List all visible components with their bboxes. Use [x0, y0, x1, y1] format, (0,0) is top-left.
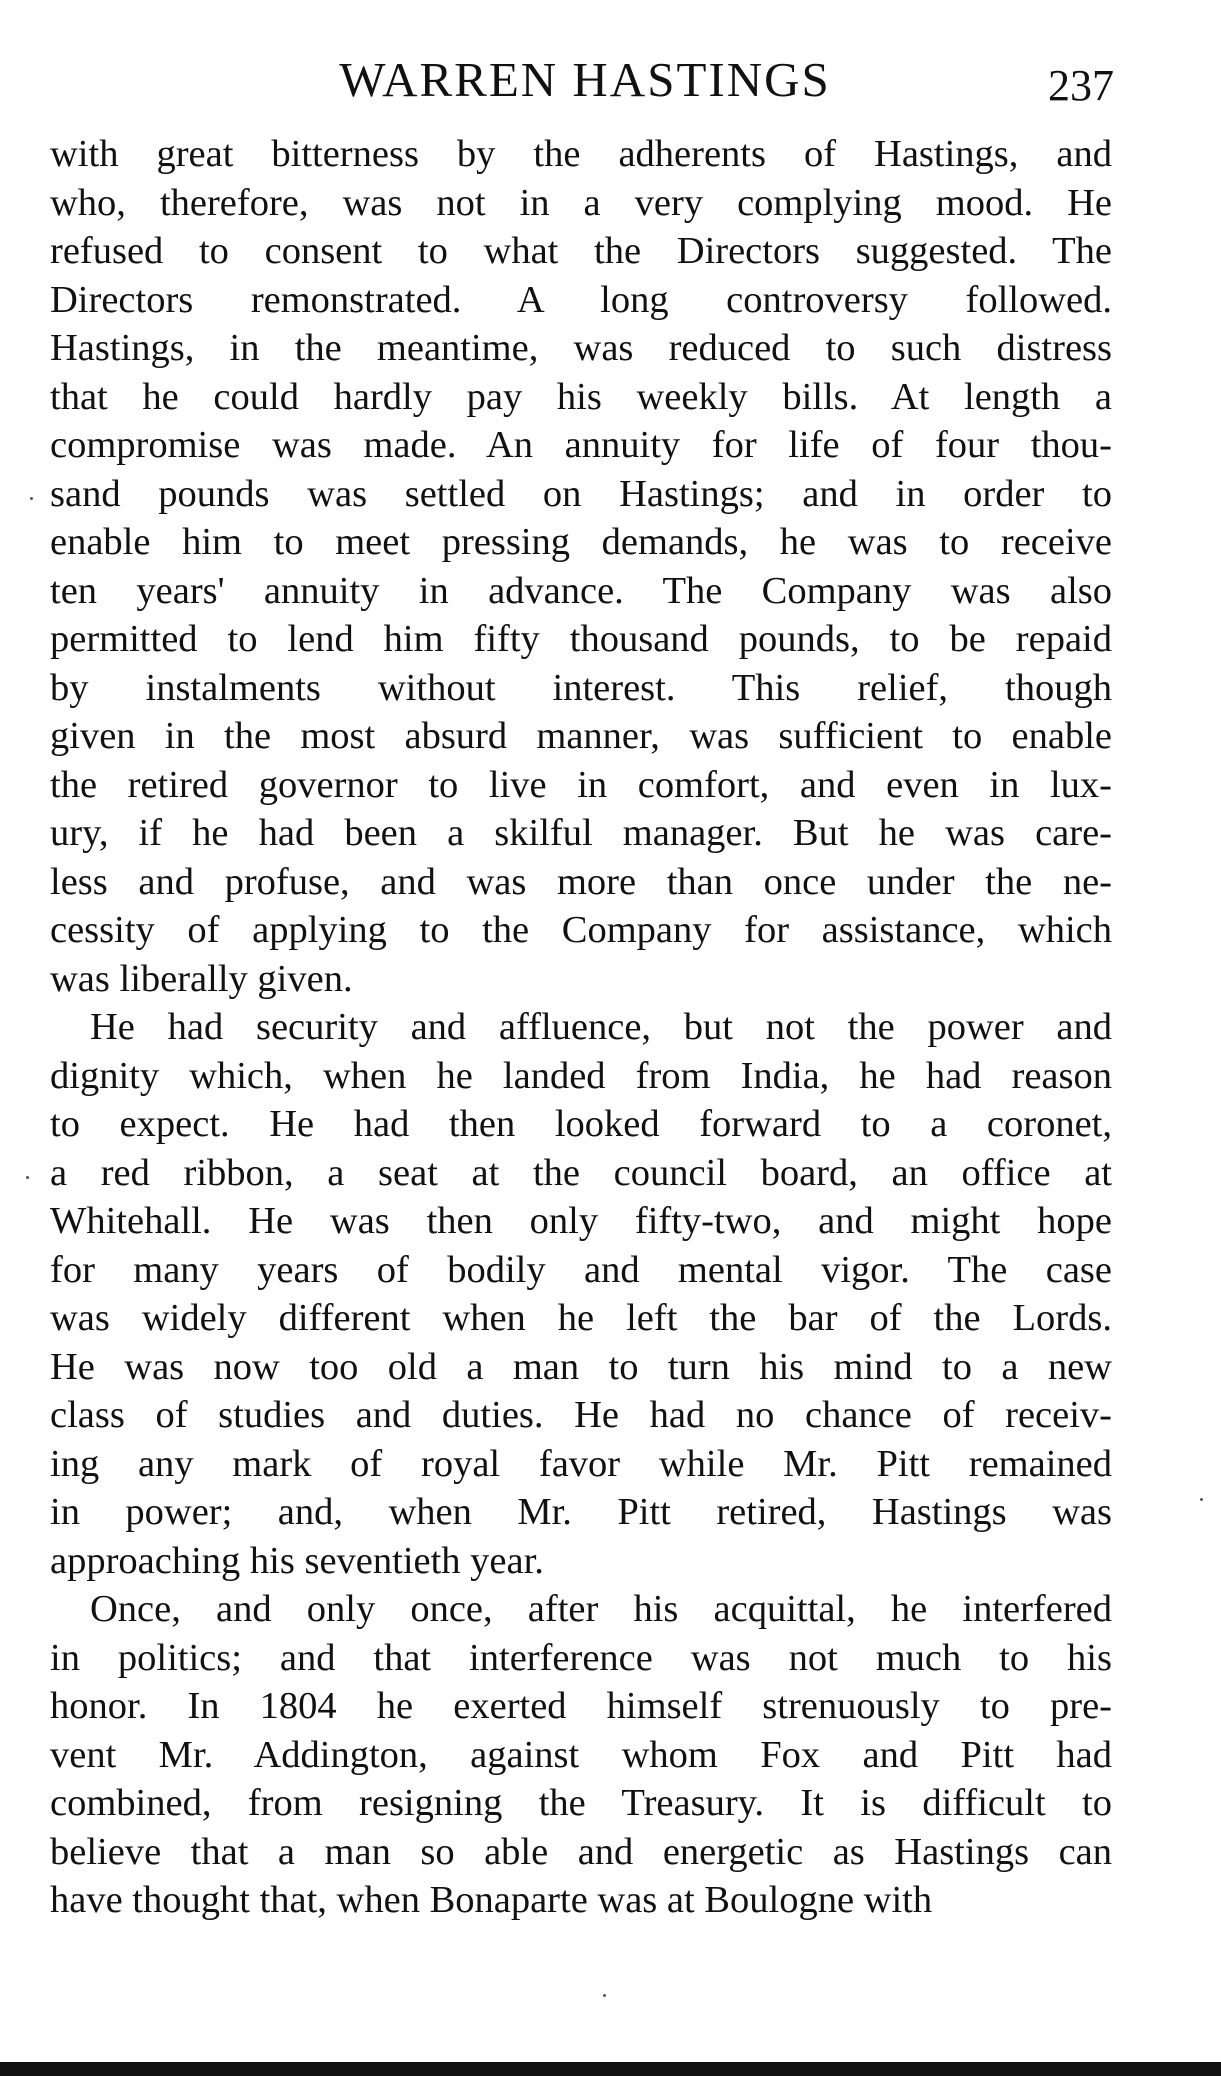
- text-line: He had security and affluence, but not the power and: [90, 1006, 1112, 1048]
- paper-speck: [26, 1176, 29, 1179]
- text-line: ing any mark of royal favor while Mr. Pitt remained: [50, 1442, 1112, 1485]
- text-line: refused to consent to what the Directors suggested. The: [50, 230, 1112, 272]
- running-title: WARREN HASTINGS: [339, 52, 831, 107]
- paragraph: [50, 130, 1112, 1003]
- text-line: Hastings, in the meantime, was reduced to such distress: [50, 327, 1112, 369]
- bottom-edge-rule: [0, 2062, 1221, 2076]
- text-line: combined, from resigning the Treasury. It is difficult to: [50, 1782, 1112, 1824]
- text-line: ury, if he had been a skilful manager. But he was care-: [50, 812, 1112, 854]
- text-line: cessity of applying to the Company for assistance, which: [50, 909, 1112, 951]
- text-line: who, therefore, was not in a very complying mood. He: [50, 181, 1112, 224]
- paper-speck: [603, 1994, 606, 1997]
- text-line: dignity which, when he landed from India, he had reason: [50, 1054, 1112, 1097]
- text-line: vent Mr. Addington, against whom Fox and Pitt had: [50, 1733, 1112, 1776]
- text-line: for many years of bodily and mental vigor. The case: [50, 1248, 1112, 1291]
- text-line: ten years' annuity in advance. The Company was also: [50, 569, 1112, 612]
- text-line: a red ribbon, a seat at the council board, an office at: [50, 1151, 1112, 1194]
- text-line: the retired governor to live in comfort, and even in lux-: [50, 763, 1112, 806]
- text-line: class of studies and duties. He had no chance of receiv-: [50, 1394, 1112, 1436]
- text-line: Once, and only once, after his acquittal, he interfered: [90, 1588, 1112, 1630]
- running-header: [50, 50, 1120, 110]
- paragraph: [50, 1003, 1112, 1585]
- text-line: approaching his seventieth year.: [50, 1539, 544, 1582]
- text-line: enable him to meet pressing demands, he was to receive: [50, 521, 1112, 563]
- body-text: [50, 130, 1112, 1925]
- paragraph-container: [50, 130, 1112, 1925]
- text-line: to expect. He had then looked forward to a coronet,: [50, 1103, 1112, 1145]
- text-line: compromise was made. An annuity for life of four thou-: [50, 424, 1112, 466]
- paper-speck: [30, 497, 33, 500]
- text-line: honor. In 1804 he exerted himself strenuously to pre-: [50, 1685, 1112, 1727]
- text-line: with great bitterness by the adherents of Hastings, and: [50, 133, 1112, 175]
- text-line: Directors remonstrated. A long controversy followed.: [50, 278, 1112, 321]
- text-line: in politics; and that interference was not much to his: [50, 1636, 1112, 1679]
- paper-speck: [1200, 1498, 1203, 1501]
- page-number: 237: [1048, 61, 1114, 110]
- text-line: sand pounds was settled on Hastings; and in order to: [50, 472, 1112, 515]
- text-line: less and profuse, and was more than once under the ne-: [50, 860, 1112, 903]
- text-line: in power; and, when Mr. Pitt retired, Hastings was: [50, 1491, 1112, 1533]
- text-line: believe that a man so able and energetic as Hastings can: [50, 1830, 1112, 1873]
- text-line: by instalments without interest. This relief, though: [50, 666, 1112, 709]
- text-line: He was now too old a man to turn his mind to a new: [50, 1345, 1112, 1388]
- text-line: Whitehall. He was then only fifty-two, and might hope: [50, 1200, 1112, 1242]
- text-line: was liberally given.: [50, 957, 353, 1000]
- text-line: that he could hardly pay his weekly bills. At length a: [50, 375, 1112, 418]
- text-line: was widely different when he left the bar of the Lords.: [50, 1297, 1112, 1339]
- text-line: permitted to lend him fifty thousand pounds, to be repaid: [50, 618, 1112, 660]
- text-line: have thought that, when Bonaparte was at Boulogne with: [50, 1879, 933, 1921]
- paragraph: [50, 1585, 1112, 1925]
- text-line: given in the most absurd manner, was sufficient to enable: [50, 715, 1112, 757]
